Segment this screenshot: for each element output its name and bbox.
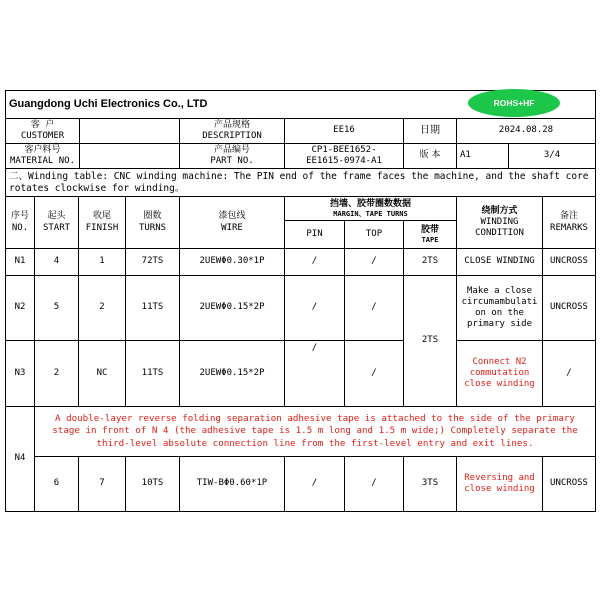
part-label: [179, 143, 285, 169]
rohs-hf-badge: ROHS+HF: [468, 89, 560, 117]
n4-note-line: stage in front of N 4 (the adhesive tape is 1.5 m long and 1.5 m wide;) Completely separate the: [52, 425, 578, 437]
company-name: Guangdong Uchi Electronics Co., LTD: [5, 90, 596, 118]
n3-turns: 11TS: [125, 340, 180, 407]
n1-condition: CLOSE WINDING: [456, 248, 543, 276]
n1-pin: /: [284, 248, 345, 276]
col-margin-tape: [284, 196, 457, 221]
col-top: TOP: [344, 220, 404, 249]
part-value-line2: EE1615-0974-A1: [306, 156, 382, 166]
n4-condition-line: close winding: [464, 484, 535, 494]
n3-condition: [456, 340, 543, 407]
n1-wire: 2UEWΦ0.30*1P: [179, 248, 285, 276]
n4-note-line: third-level absolute connection line from the first-level entry and exit lines.: [96, 437, 534, 449]
n3-start: 2: [34, 340, 79, 407]
n2-finish: 2: [78, 275, 126, 341]
n4-turns: 10TS: [125, 456, 180, 512]
date-label: 日期: [403, 118, 457, 144]
col-turns-cn: 圈数: [143, 211, 162, 222]
n3-condition-line: Connect N2: [472, 356, 527, 367]
col-method-en1: WINDING: [480, 216, 519, 227]
col-tape: [403, 220, 457, 249]
col-pin: PIN: [284, 220, 345, 249]
n3-no: N3: [5, 340, 35, 407]
n2-n3-tape: 2TS: [403, 275, 457, 407]
col-wire-cn: 漆包线: [218, 211, 246, 222]
material-value: [79, 143, 180, 169]
n4-pin: /: [284, 456, 345, 512]
n4-remarks: UNCROSS: [542, 456, 596, 512]
part-value-line1: CP1-BEE1652-: [311, 144, 377, 155]
n4-top: /: [344, 456, 404, 512]
col-start: [34, 196, 79, 249]
n2-start: 5: [34, 275, 79, 341]
col-seq-cn: 序号: [10, 211, 29, 222]
col-tape-cn: 胶带: [420, 224, 439, 235]
n1-tape: 2TS: [403, 248, 457, 276]
description-label: [179, 118, 285, 144]
col-finish-en: FINISH: [85, 222, 119, 233]
version-label: 版 本: [403, 143, 457, 169]
n3-wire: 2UEWΦ0.15*2P: [179, 340, 285, 407]
n1-top: /: [344, 248, 404, 276]
col-wire: [179, 196, 285, 249]
n4-no: N4: [5, 406, 35, 512]
customer-value: [79, 118, 180, 144]
customer-label: [5, 118, 80, 144]
n2-condition-line: circumambulati: [461, 296, 538, 307]
n4-start: 6: [34, 456, 79, 512]
n3-condition-line: commutation: [469, 367, 530, 378]
col-remarks: [542, 196, 596, 249]
col-remarks-cn: 备注: [559, 211, 578, 222]
description-label-en: DESCRIPTION: [202, 131, 262, 141]
n1-no: N1: [5, 248, 35, 276]
col-remarks-en: REMARKS: [550, 222, 588, 233]
part-label-cn: 产品编号: [213, 144, 250, 155]
col-margin-en: MARGIN、TAPE TURNS: [333, 209, 408, 218]
n1-start: 4: [34, 248, 79, 276]
n1-turns: 72TS: [125, 248, 180, 276]
n2-condition-line: Make a close: [466, 285, 533, 296]
col-start-cn: 起头: [47, 211, 66, 222]
version-value: A1: [456, 143, 509, 169]
part-label-en: PART NO.: [210, 156, 254, 166]
part-value: [284, 143, 404, 169]
col-seq-en: NO.: [11, 222, 29, 233]
n1-finish: 1: [78, 248, 126, 276]
description-value: EE16: [284, 118, 404, 144]
n4-condition: [456, 456, 543, 512]
n2-condition-line: on on the: [475, 308, 524, 318]
n4-tape: 3TS: [403, 456, 457, 512]
customer-label-cn: 客 户: [30, 119, 55, 130]
material-label-en: MATERIAL NO.: [9, 156, 76, 166]
col-tape-en: TAPE: [421, 235, 439, 244]
n2-pin: /: [284, 275, 345, 341]
n3-pin: /: [284, 340, 345, 407]
material-label-cn: 客户料号: [24, 144, 61, 155]
n4-note-line: A double-layer reverse folding separation adhesive tape is attached to the side of the primary: [55, 412, 575, 424]
material-label: [5, 143, 80, 169]
col-margin-cn: 挡墙、胶带圈数数据: [329, 198, 411, 209]
col-finish: [78, 196, 126, 249]
col-seq: [5, 196, 35, 249]
customer-label-en: CUSTOMER: [20, 131, 65, 141]
n2-remarks: UNCROSS: [542, 275, 596, 341]
n3-remarks: /: [542, 340, 596, 407]
n2-condition-line: primary side: [466, 319, 533, 330]
col-wire-en: WIRE: [221, 222, 243, 233]
description-label-cn: 产品规格: [213, 119, 250, 130]
n1-remarks: UNCROSS: [542, 248, 596, 276]
n2-no: N2: [5, 275, 35, 341]
n2-wire: 2UEWΦ0.15*2P: [179, 275, 285, 341]
n4-finish: 7: [78, 456, 126, 512]
n4-note: [34, 406, 596, 457]
col-finish-cn: 收尾: [92, 211, 111, 222]
n2-turns: 11TS: [125, 275, 180, 341]
col-start-en: START: [42, 222, 71, 233]
n3-condition-line: close winding: [464, 379, 535, 390]
col-winding-condition: [456, 196, 543, 249]
n4-wire: TIW-BΦ0.60*1P: [179, 456, 285, 512]
winding-note: 二、Winding table: CNC winding machine: The PIN end of the frame faces the machine, and the shaft core rotates clockwise for winding。: [5, 168, 596, 197]
page-number: 3/4: [508, 143, 596, 169]
n2-condition: [456, 275, 543, 341]
n4-condition-line: Reversing and: [464, 472, 535, 483]
col-turns: [125, 196, 180, 249]
n2-top: /: [344, 275, 404, 341]
col-method-en2: CONDITION: [475, 228, 524, 239]
n3-top: /: [344, 340, 404, 407]
n3-finish: NC: [78, 340, 126, 407]
date-value: 2024.08.28: [456, 118, 596, 144]
col-method-cn: 绕制方式: [481, 205, 518, 216]
col-turns-en: TURNS: [138, 222, 167, 233]
